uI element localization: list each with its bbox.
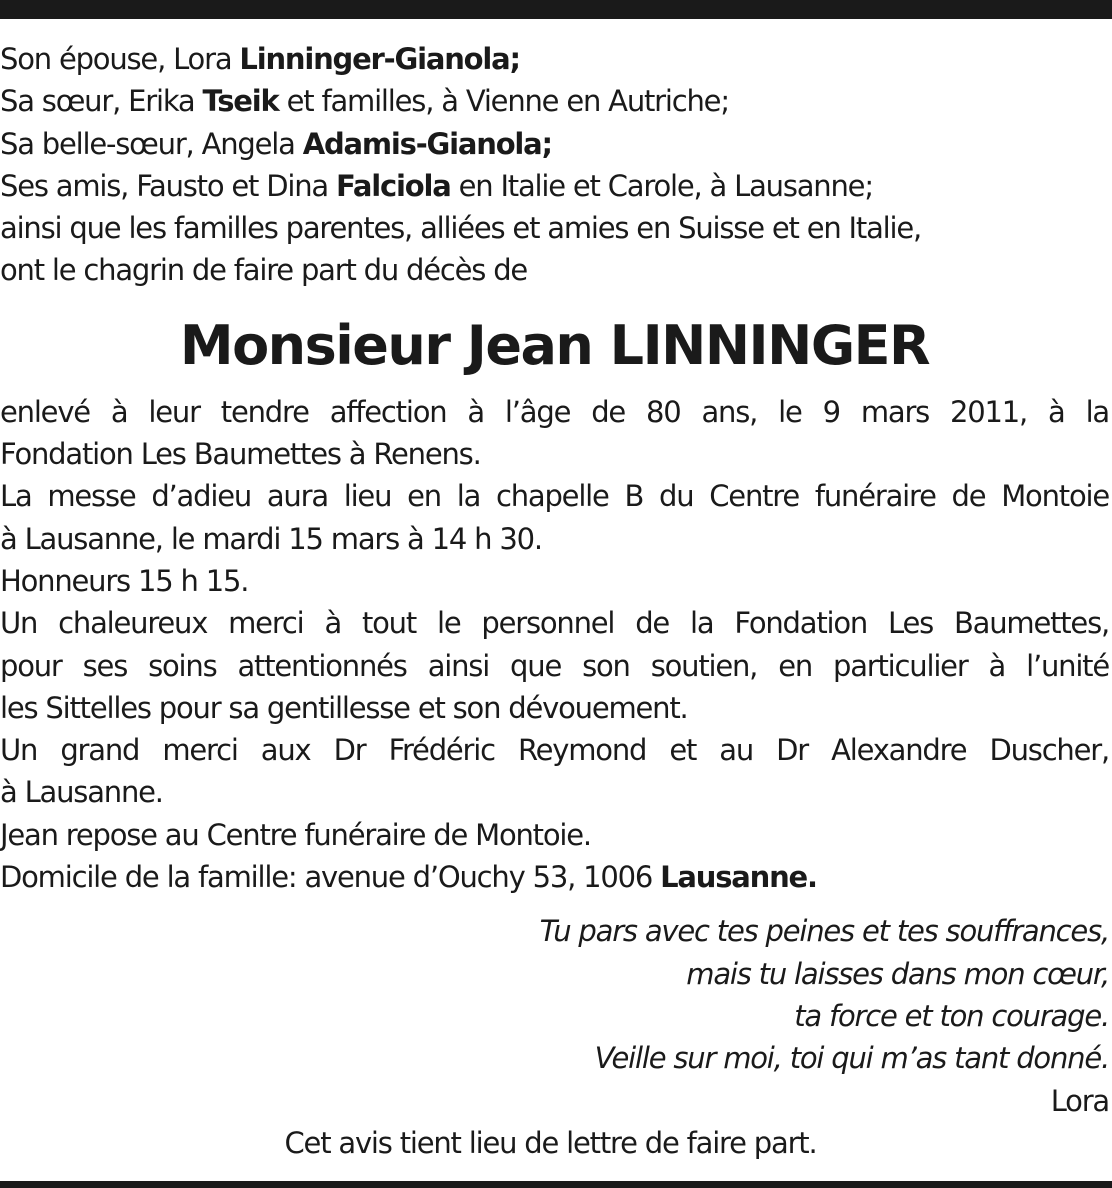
family-line: ainsi que les familles parentes, alliées et amies en Suisse et en Italie, [0,211,922,246]
poem [0,910,1109,1121]
top-rule [0,0,1112,19]
poem-line: ta force et ton courage. [794,998,1109,1033]
body-line: Honneurs 15 h 15. [0,563,249,598]
family-line: Ses amis, Fausto et Dina Falciola en Italie et Carole, à Lausanne; [0,168,873,203]
body-line: enlevé à leur tendre affection à l’âge de 80 ans, le 9 mars 2011, à la [0,394,1109,429]
domicile-line: Domicile de la famille: avenue d’Ouchy 53, 1006 Lausanne. [0,860,817,895]
bottom-rule [0,1181,1112,1188]
family-line: Sa sœur, Erika Tseik et familles, à Vienne en Autriche; [0,84,729,119]
body-line: Un grand merci aux Dr Frédéric Reymond et au Dr Alexandre Duscher, [0,733,1109,768]
family-surname: Linninger-Gianola; [239,42,520,76]
body-line: Un chaleureux merci à tout le personnel de la Fondation Les Baumettes, [0,606,1109,641]
poem-line: Veille sur moi, toi qui m’as tant donné. [594,1041,1109,1076]
poem-line: mais tu laisses dans mon cœur, [686,956,1109,991]
poem-line: Tu pars avec tes peines et tes souffrances, [539,914,1109,949]
family-line: ont le chagrin de faire part du décès de [0,253,528,288]
body-line: à Lausanne. [0,775,163,810]
family-surname: Adamis-Gianola; [302,126,552,161]
family-list [0,38,1109,292]
body-line: pour ses soins attentionnés ainsi que son soutien, en particulier à l’unité [0,648,1109,683]
deceased-name: Monsieur Jean LINNINGER [179,313,930,377]
notice-body [0,391,1109,899]
family-line: Son épouse, Lora Linninger-Gianola; [0,42,520,76]
body-line: Jean repose au Centre funéraire de Montoie. [0,817,591,852]
domicile-city: Lausanne. [660,860,817,895]
body-line: La messe d’adieu aura lieu en la chapelle B du Centre funéraire de Montoie [0,479,1109,514]
signature: Lora [1050,1083,1109,1118]
body-line: les Sittelles pour sa gentillesse et son dévouement. [0,690,688,725]
family-surname: Tseik [202,84,279,119]
family-surname: Falciola [336,168,451,203]
closing-statement: Cet avis tient lieu de lettre de faire part. [284,1125,817,1160]
obituary-notice [0,38,1109,1164]
family-line: Sa belle-sœur, Angela Adamis-Gianola; [0,126,552,161]
body-line: à Lausanne, le mardi 15 mars à 14 h 30. [0,521,542,556]
body-line: Fondation Les Baumettes à Renens. [0,437,481,472]
